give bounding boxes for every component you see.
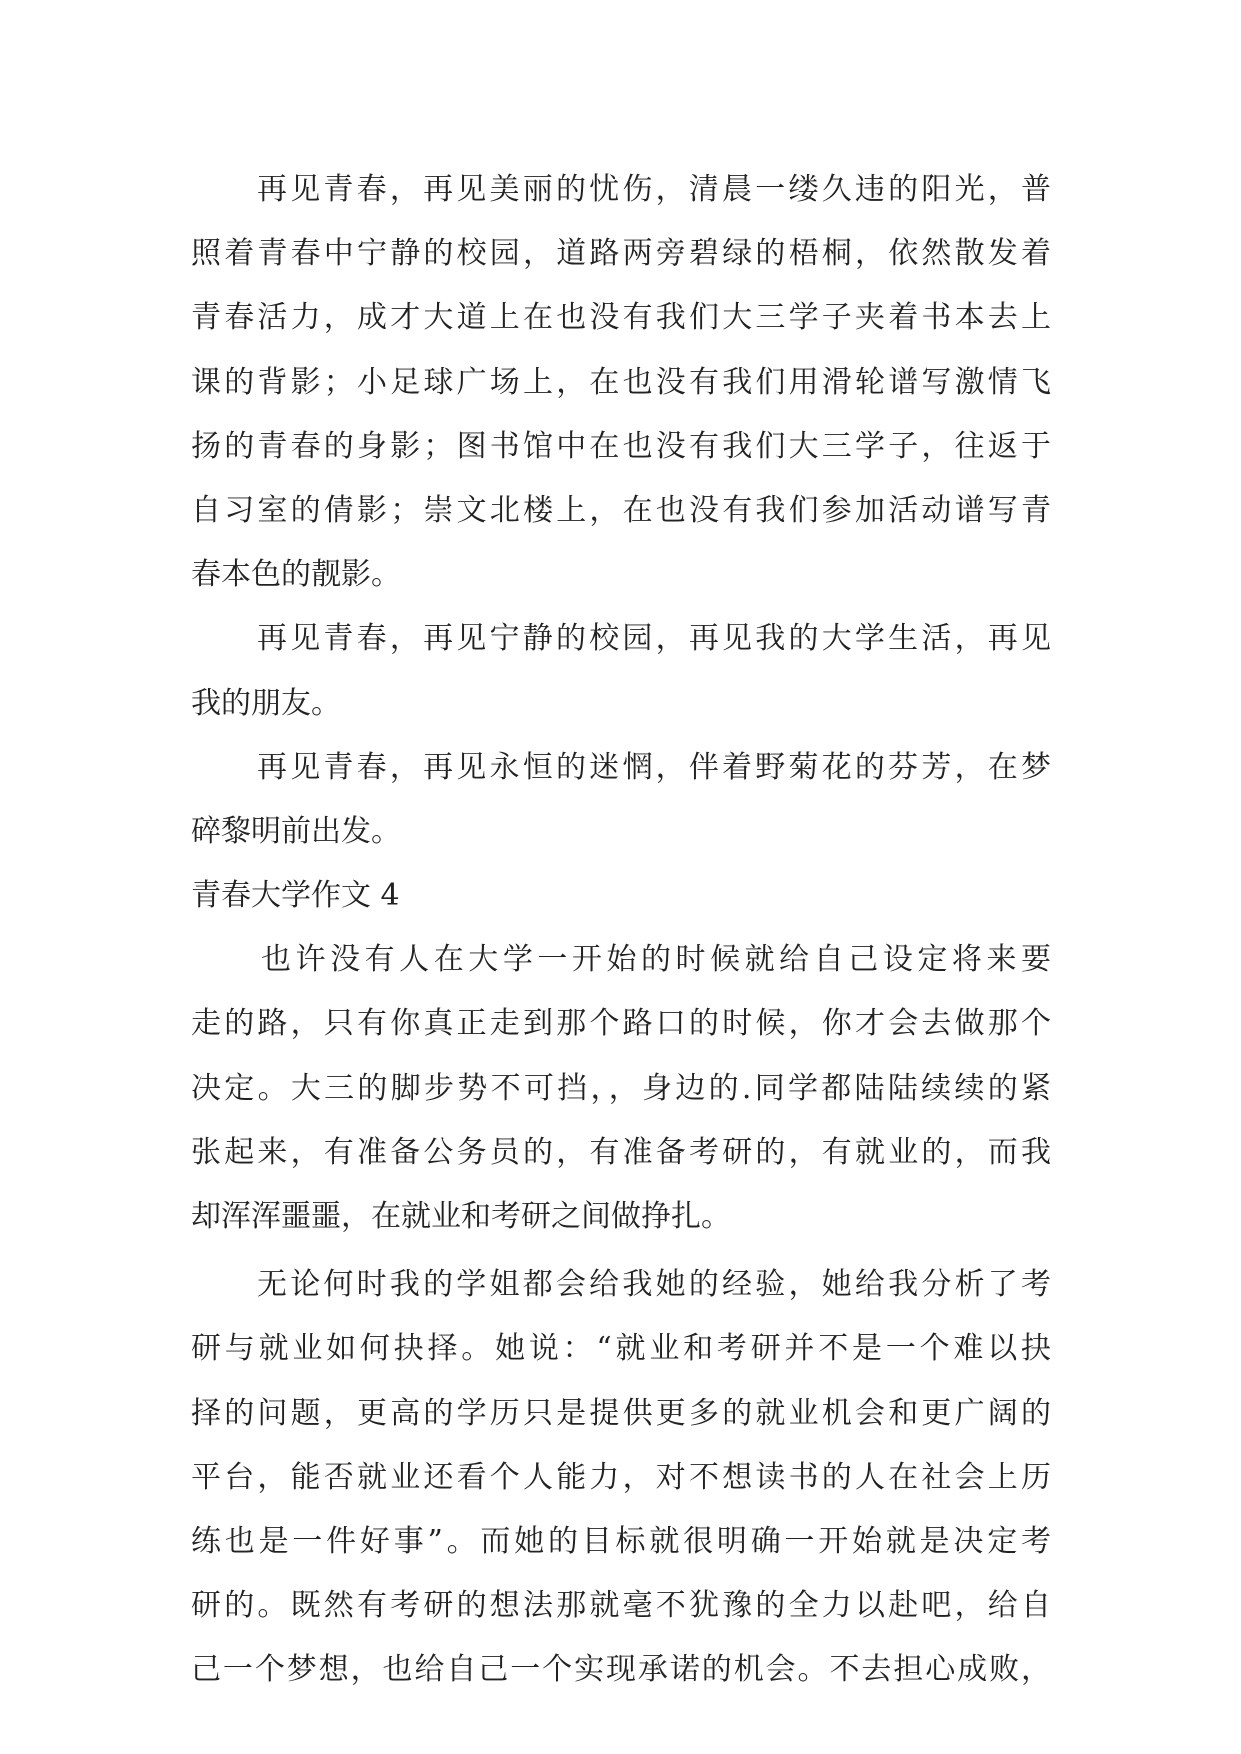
text-line: 我的朋友。 xyxy=(191,685,341,721)
text-line: 也许没有人在大学一开始的时候就给自己设定将来要 xyxy=(261,942,1051,978)
text-line: 平台，能否就业还看个人能力，对不想读书的人在社会上历 xyxy=(191,1459,1051,1495)
text-line: 再见青春，再见宁静的校园，再见我的大学生活，再见 xyxy=(257,621,1051,657)
text-line: 碎黎明前出发。 xyxy=(191,813,401,849)
section-heading: 青春大学作文 4 xyxy=(191,878,400,914)
text-line: 青春活力，成才大道上在也没有我们大三学子夹着书本去上 xyxy=(191,300,1051,336)
paragraph xyxy=(191,736,1051,864)
document-body xyxy=(191,158,1051,1703)
text-line: 课的背影；小足球广场上，在也没有我们用滑轮谱写激情飞 xyxy=(191,364,1051,400)
paragraph xyxy=(191,1253,1051,1702)
text-line: 扬的青春的身影；图书馆中在也没有我们大三学子，往返于 xyxy=(191,428,1051,464)
text-line: 己一个梦想，也给自己一个实现承诺的机会。不去担心成败， xyxy=(191,1652,1051,1688)
text-line: 研的。既然有考研的想法那就毫不犹豫的全力以赴吧，给自 xyxy=(191,1588,1051,1624)
text-line: 练也是一件好事”。而她的目标就很明确一开始就是决定考 xyxy=(191,1523,1051,1559)
paragraph xyxy=(191,607,1051,735)
text-line: 张起来，有准备公务员的，有准备考研的，有就业的，而我 xyxy=(191,1134,1051,1170)
text-line: 照着青春中宁静的校园，道路两旁碧绿的梧桐，依然散发着 xyxy=(191,236,1051,272)
paragraph xyxy=(191,928,1051,1249)
text-line: 走的路，只有你真正走到那个路口的时候，你才会去做那个 xyxy=(191,1006,1051,1042)
text-line: 无论何时我的学姐都会给我她的经验，她给我分析了考 xyxy=(257,1267,1051,1303)
text-line: 研与就业如何抉择。她说：“就业和考研并不是一个难以抉 xyxy=(191,1331,1051,1367)
paragraph xyxy=(191,158,1051,607)
text-line: 决定。大三的脚步势不可挡，，身边的.同学都陆陆续续的紧 xyxy=(191,1070,1051,1106)
text-line: 自习室的倩影；崇文北楼上，在也没有我们参加活动谱写青 xyxy=(191,492,1051,528)
text-line: 春本色的靓影。 xyxy=(191,557,401,593)
text-line: 择的问题，更高的学历只是提供更多的就业机会和更广阔的 xyxy=(191,1395,1051,1431)
text-line: 却浑浑噩噩，在就业和考研之间做挣扎。 xyxy=(191,1199,731,1234)
text-line: 再见青春，再见永恒的迷惘，伴着野菊花的芬芳，在梦 xyxy=(257,749,1051,785)
text-line: 再见青春，再见美丽的忧伤，清晨一缕久违的阳光，普 xyxy=(257,172,1051,207)
